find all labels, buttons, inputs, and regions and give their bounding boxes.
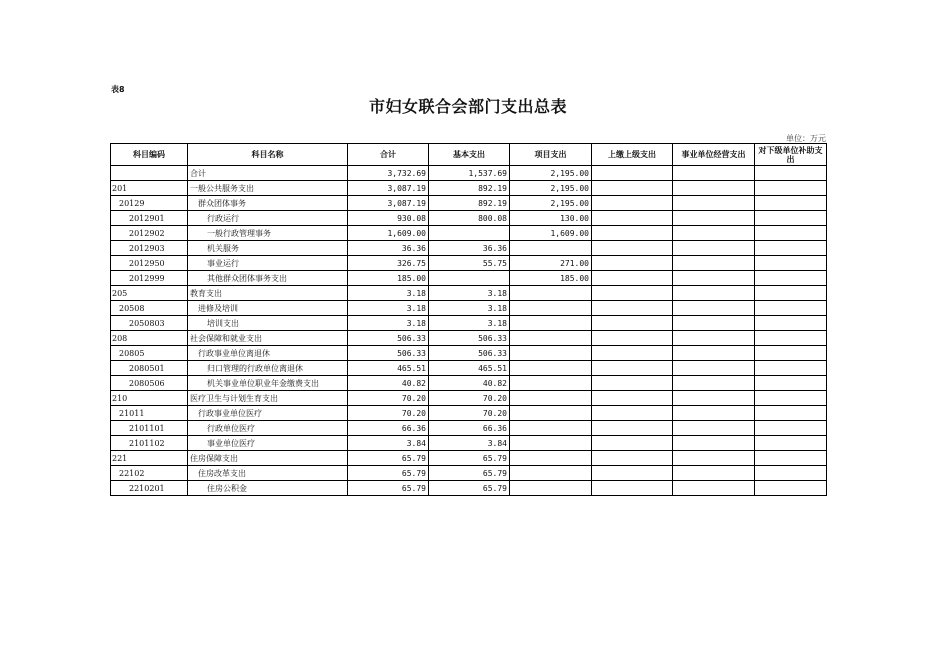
remit-superior-cell xyxy=(592,331,673,346)
remit-superior-cell xyxy=(592,316,673,331)
table-row xyxy=(111,241,827,256)
remit-superior-cell xyxy=(592,301,673,316)
total-cell: 3,732.69 xyxy=(348,166,429,181)
project-cell xyxy=(510,436,592,451)
business-operation-cell xyxy=(673,481,755,496)
project-cell xyxy=(510,466,592,481)
project-cell xyxy=(510,421,592,436)
total-cell: 465.51 xyxy=(348,361,429,376)
subsidy-subordinate-cell xyxy=(755,466,827,481)
project-cell: 130.00 xyxy=(510,211,592,226)
total-cell: 40.82 xyxy=(348,376,429,391)
total-cell: 1,609.00 xyxy=(348,226,429,241)
name-cell: 一般公共服务支出 xyxy=(188,181,348,196)
remit-superior-cell xyxy=(592,241,673,256)
business-operation-cell xyxy=(673,376,755,391)
project-cell: 2,195.00 xyxy=(510,181,592,196)
subsidy-subordinate-cell xyxy=(755,196,827,211)
code-cell: 210 xyxy=(111,391,188,406)
project-cell xyxy=(510,301,592,316)
name-cell: 事业运行 xyxy=(188,256,348,271)
subsidy-subordinate-cell xyxy=(755,451,827,466)
business-operation-cell xyxy=(673,271,755,286)
name-cell: 行政事业单位医疗 xyxy=(188,406,348,421)
subsidy-subordinate-cell xyxy=(755,256,827,271)
basic-cell: 66.36 xyxy=(429,421,510,436)
col-header-business-operation: 事业单位经营支出 xyxy=(673,144,755,166)
project-cell: 271.00 xyxy=(510,256,592,271)
business-operation-cell xyxy=(673,286,755,301)
basic-cell: 465.51 xyxy=(429,361,510,376)
subsidy-subordinate-cell xyxy=(755,286,827,301)
col-header-name: 科目名称 xyxy=(188,144,348,166)
table-body xyxy=(111,166,827,496)
code-cell: 221 xyxy=(111,451,188,466)
table-row xyxy=(111,406,827,421)
name-cell: 住房改革支出 xyxy=(188,466,348,481)
table-row xyxy=(111,316,827,331)
code-cell: 208 xyxy=(111,331,188,346)
basic-cell: 65.79 xyxy=(429,481,510,496)
name-cell: 住房公积金 xyxy=(188,481,348,496)
table-row xyxy=(111,421,827,436)
code-cell xyxy=(111,166,188,181)
business-operation-cell xyxy=(673,436,755,451)
name-cell: 行政运行 xyxy=(188,211,348,226)
subsidy-subordinate-cell xyxy=(755,211,827,226)
business-operation-cell xyxy=(673,421,755,436)
name-cell: 培训支出 xyxy=(188,316,348,331)
remit-superior-cell xyxy=(592,211,673,226)
project-cell xyxy=(510,331,592,346)
total-cell: 3.84 xyxy=(348,436,429,451)
basic-cell xyxy=(429,226,510,241)
basic-cell xyxy=(429,271,510,286)
subsidy-subordinate-cell xyxy=(755,406,827,421)
code-cell: 2012901 xyxy=(111,211,188,226)
code-cell: 20129 xyxy=(111,196,188,211)
table-header-row xyxy=(111,144,827,166)
project-cell: 185.00 xyxy=(510,271,592,286)
code-cell: 2101102 xyxy=(111,436,188,451)
subsidy-subordinate-cell xyxy=(755,331,827,346)
business-operation-cell xyxy=(673,166,755,181)
table-row xyxy=(111,256,827,271)
subsidy-subordinate-cell xyxy=(755,376,827,391)
code-cell: 2050803 xyxy=(111,316,188,331)
remit-superior-cell xyxy=(592,421,673,436)
name-cell: 合计 xyxy=(188,166,348,181)
project-cell xyxy=(510,481,592,496)
name-cell: 行政单位医疗 xyxy=(188,421,348,436)
remit-superior-cell xyxy=(592,466,673,481)
subsidy-subordinate-cell xyxy=(755,181,827,196)
code-cell: 20805 xyxy=(111,346,188,361)
name-cell: 行政事业单位离退休 xyxy=(188,346,348,361)
basic-cell: 40.82 xyxy=(429,376,510,391)
project-cell xyxy=(510,376,592,391)
total-cell: 3,087.19 xyxy=(348,181,429,196)
subsidy-subordinate-cell xyxy=(755,346,827,361)
business-operation-cell xyxy=(673,451,755,466)
code-cell: 22102 xyxy=(111,466,188,481)
table-row xyxy=(111,391,827,406)
col-header-project: 项目支出 xyxy=(510,144,592,166)
subsidy-subordinate-cell xyxy=(755,436,827,451)
remit-superior-cell xyxy=(592,196,673,211)
table-row xyxy=(111,376,827,391)
code-cell: 2012902 xyxy=(111,226,188,241)
business-operation-cell xyxy=(673,301,755,316)
basic-cell: 3.18 xyxy=(429,316,510,331)
project-cell xyxy=(510,346,592,361)
total-cell: 65.79 xyxy=(348,466,429,481)
business-operation-cell xyxy=(673,226,755,241)
remit-superior-cell xyxy=(592,391,673,406)
total-cell: 66.36 xyxy=(348,421,429,436)
table-row xyxy=(111,331,827,346)
business-operation-cell xyxy=(673,406,755,421)
project-cell xyxy=(510,406,592,421)
name-cell: 进修及培训 xyxy=(188,301,348,316)
table-row xyxy=(111,361,827,376)
col-header-subsidy-subordinate: 对下级单位补助支出 xyxy=(755,144,827,166)
remit-superior-cell xyxy=(592,166,673,181)
project-cell: 1,609.00 xyxy=(510,226,592,241)
basic-cell: 506.33 xyxy=(429,331,510,346)
project-cell xyxy=(510,361,592,376)
business-operation-cell xyxy=(673,196,755,211)
name-cell: 归口管理的行政单位离退休 xyxy=(188,361,348,376)
subsidy-subordinate-cell xyxy=(755,226,827,241)
name-cell: 其他群众团体事务支出 xyxy=(188,271,348,286)
total-cell: 65.79 xyxy=(348,481,429,496)
name-cell: 群众团体事务 xyxy=(188,196,348,211)
name-cell: 一般行政管理事务 xyxy=(188,226,348,241)
code-cell: 21011 xyxy=(111,406,188,421)
remit-superior-cell xyxy=(592,376,673,391)
basic-cell: 70.20 xyxy=(429,391,510,406)
project-cell: 2,195.00 xyxy=(510,196,592,211)
subsidy-subordinate-cell xyxy=(755,241,827,256)
unit-label: 单位：万元 xyxy=(786,134,826,143)
basic-cell: 70.20 xyxy=(429,406,510,421)
code-cell: 2080501 xyxy=(111,361,188,376)
code-cell: 2012903 xyxy=(111,241,188,256)
total-cell: 930.08 xyxy=(348,211,429,226)
table-row xyxy=(111,181,827,196)
project-cell xyxy=(510,316,592,331)
total-cell: 185.00 xyxy=(348,271,429,286)
business-operation-cell xyxy=(673,391,755,406)
code-cell: 2080506 xyxy=(111,376,188,391)
col-header-remit-superior: 上缴上级支出 xyxy=(592,144,673,166)
total-cell: 70.20 xyxy=(348,391,429,406)
business-operation-cell xyxy=(673,181,755,196)
table-row xyxy=(111,466,827,481)
remit-superior-cell xyxy=(592,256,673,271)
basic-cell: 1,537.69 xyxy=(429,166,510,181)
remit-superior-cell xyxy=(592,271,673,286)
code-cell: 2210201 xyxy=(111,481,188,496)
subsidy-subordinate-cell xyxy=(755,316,827,331)
basic-cell: 65.79 xyxy=(429,466,510,481)
table-row xyxy=(111,271,827,286)
code-cell: 2101101 xyxy=(111,421,188,436)
name-cell: 机关服务 xyxy=(188,241,348,256)
basic-cell: 506.33 xyxy=(429,346,510,361)
basic-cell: 892.19 xyxy=(429,196,510,211)
project-cell xyxy=(510,451,592,466)
total-cell: 506.33 xyxy=(348,331,429,346)
subsidy-subordinate-cell xyxy=(755,391,827,406)
total-cell: 36.36 xyxy=(348,241,429,256)
business-operation-cell xyxy=(673,346,755,361)
table-row xyxy=(111,346,827,361)
col-header-code: 科目编码 xyxy=(111,144,188,166)
total-cell: 70.20 xyxy=(348,406,429,421)
table-number: 表8 xyxy=(111,85,125,94)
business-operation-cell xyxy=(673,316,755,331)
subsidy-subordinate-cell xyxy=(755,421,827,436)
remit-superior-cell xyxy=(592,406,673,421)
table-row xyxy=(111,211,827,226)
table-row xyxy=(111,286,827,301)
business-operation-cell xyxy=(673,211,755,226)
table-row xyxy=(111,301,827,316)
total-cell: 326.75 xyxy=(348,256,429,271)
name-cell: 教育支出 xyxy=(188,286,348,301)
subsidy-subordinate-cell xyxy=(755,301,827,316)
remit-superior-cell xyxy=(592,361,673,376)
project-cell: 2,195.00 xyxy=(510,166,592,181)
remit-superior-cell xyxy=(592,226,673,241)
remit-superior-cell xyxy=(592,451,673,466)
basic-cell: 3.84 xyxy=(429,436,510,451)
col-header-total: 合计 xyxy=(348,144,429,166)
code-cell: 205 xyxy=(111,286,188,301)
total-cell: 65.79 xyxy=(348,451,429,466)
remit-superior-cell xyxy=(592,436,673,451)
expenditure-table xyxy=(110,143,827,496)
subsidy-subordinate-cell xyxy=(755,361,827,376)
project-cell xyxy=(510,241,592,256)
basic-cell: 3.18 xyxy=(429,301,510,316)
table-row xyxy=(111,451,827,466)
code-cell: 201 xyxy=(111,181,188,196)
business-operation-cell xyxy=(673,241,755,256)
total-cell: 3.18 xyxy=(348,286,429,301)
table-row xyxy=(111,166,827,181)
basic-cell: 892.19 xyxy=(429,181,510,196)
business-operation-cell xyxy=(673,331,755,346)
name-cell: 机关事业单位职业年金缴费支出 xyxy=(188,376,348,391)
project-cell xyxy=(510,391,592,406)
basic-cell: 65.79 xyxy=(429,451,510,466)
basic-cell: 3.18 xyxy=(429,286,510,301)
business-operation-cell xyxy=(673,256,755,271)
subsidy-subordinate-cell xyxy=(755,271,827,286)
remit-superior-cell xyxy=(592,346,673,361)
remit-superior-cell xyxy=(592,481,673,496)
name-cell: 医疗卫生与计划生育支出 xyxy=(188,391,348,406)
table-row xyxy=(111,436,827,451)
basic-cell: 800.08 xyxy=(429,211,510,226)
total-cell: 3.18 xyxy=(348,316,429,331)
basic-cell: 55.75 xyxy=(429,256,510,271)
code-cell: 20508 xyxy=(111,301,188,316)
total-cell: 506.33 xyxy=(348,346,429,361)
name-cell: 事业单位医疗 xyxy=(188,436,348,451)
name-cell: 住房保障支出 xyxy=(188,451,348,466)
total-cell: 3,087.19 xyxy=(348,196,429,211)
business-operation-cell xyxy=(673,466,755,481)
basic-cell: 36.36 xyxy=(429,241,510,256)
remit-superior-cell xyxy=(592,286,673,301)
code-cell: 2012950 xyxy=(111,256,188,271)
table-row xyxy=(111,481,827,496)
subsidy-subordinate-cell xyxy=(755,481,827,496)
table-row xyxy=(111,226,827,241)
remit-superior-cell xyxy=(592,181,673,196)
table-row xyxy=(111,196,827,211)
total-cell: 3.18 xyxy=(348,301,429,316)
project-cell xyxy=(510,286,592,301)
business-operation-cell xyxy=(673,361,755,376)
subsidy-subordinate-cell xyxy=(755,166,827,181)
code-cell: 2012999 xyxy=(111,271,188,286)
name-cell: 社会保障和就业支出 xyxy=(188,331,348,346)
page-title: 市妇女联合会部门支出总表 xyxy=(368,97,567,116)
col-header-basic: 基本支出 xyxy=(429,144,510,166)
